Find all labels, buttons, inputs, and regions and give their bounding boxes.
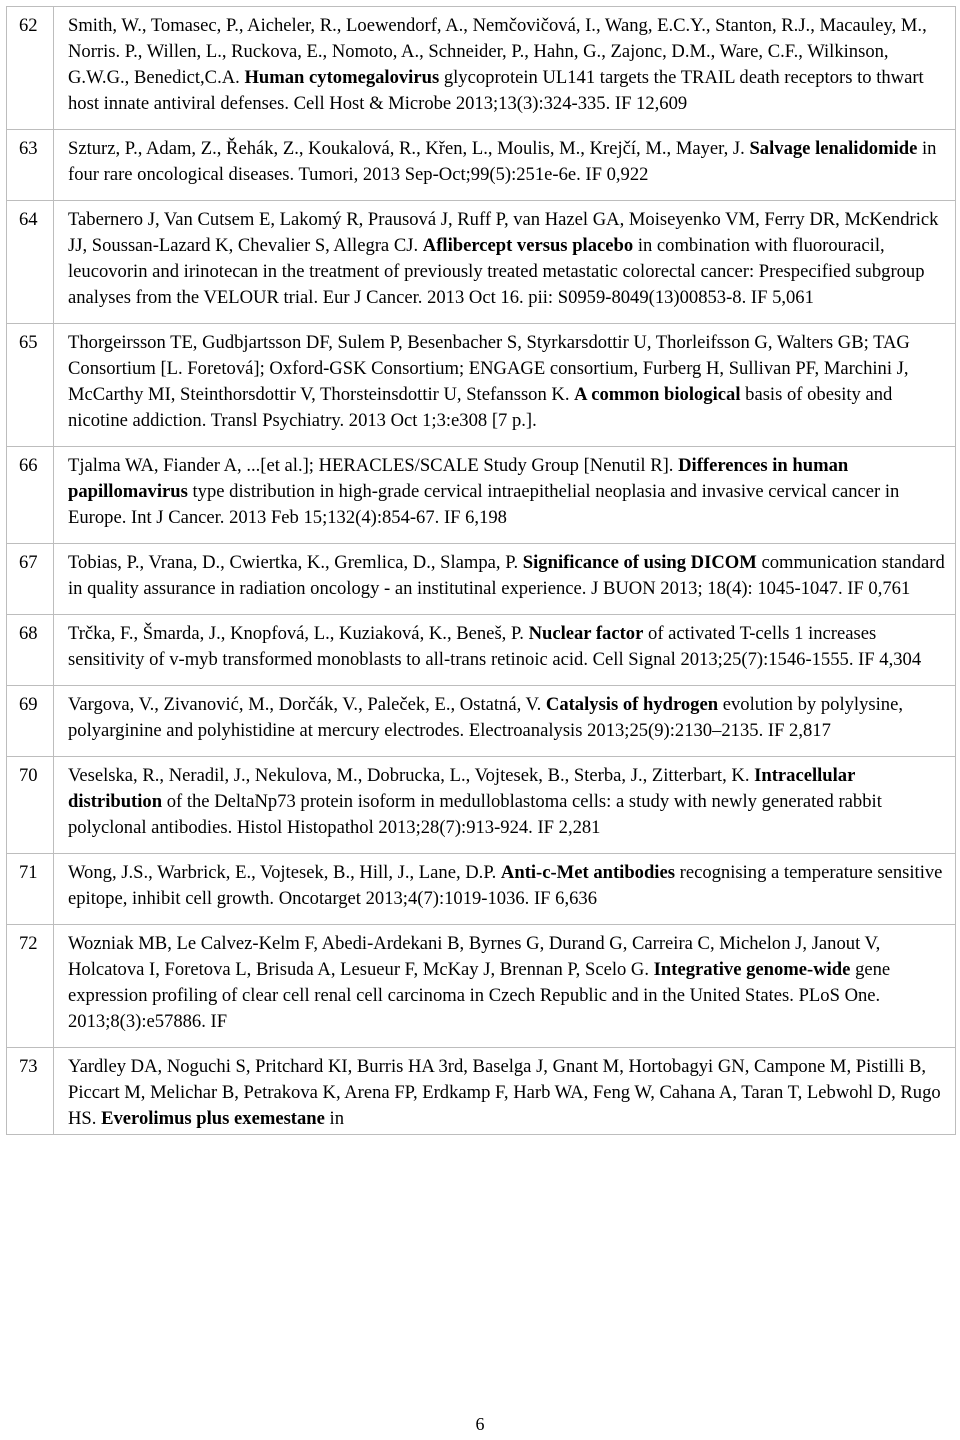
reference-authors: Tjalma WA, Fiander A, ...[et al.]; HERACLES/SCALE Study Group [Nenutil R]. xyxy=(68,455,674,476)
reference-entry xyxy=(54,7,956,130)
reference-title-bold: Integrative genome-wide xyxy=(653,959,851,980)
reference-title: recognising a temperature sensitive epitope, inhibit cell growth. xyxy=(68,862,943,909)
reference-source: Histol Histopathol 2013;28(7):913-924. IF 2,281 xyxy=(236,817,601,838)
reference-source: Cell Signal 2013;25(7):1546-1555. IF 4,304 xyxy=(592,649,922,670)
reference-row xyxy=(7,201,956,324)
reference-title-bold: Aflibercept versus placebo xyxy=(422,235,634,256)
reference-entry xyxy=(54,201,956,324)
reference-source: Int J Cancer. 2013 Feb 15;132(4):854-67. IF 6,198 xyxy=(131,507,507,528)
reference-entry xyxy=(54,615,956,686)
reference-number: 63 xyxy=(7,130,54,201)
reference-table xyxy=(6,6,956,1135)
page-number: 6 xyxy=(475,1414,485,1434)
reference-entry xyxy=(54,544,956,615)
reference-entry xyxy=(54,757,956,854)
reference-title: glycoprotein UL141 targets the TRAIL death receptors to thwart host innate antiviral defenses. xyxy=(68,67,924,114)
reference-row xyxy=(7,925,956,1048)
reference-number: 69 xyxy=(7,686,54,757)
reference-title: gene expression profiling of clear cell renal cell carcinoma in Czech Republic and in the United States. xyxy=(68,959,891,1006)
reference-title: in xyxy=(329,1108,345,1129)
reference-title-bold: Catalysis of hydrogen xyxy=(545,694,719,715)
reference-row xyxy=(7,7,956,130)
reference-title-bold: Anti-c-Met antibodies xyxy=(500,862,675,883)
reference-row xyxy=(7,324,956,447)
reference-source: PLoS One. 2013;8(3):e57886. IF xyxy=(68,985,881,1032)
reference-authors: Yardley DA, Noguchi S, Pritchard KI, Burris HA 3rd, Baselga J, Gnant M, Hortobagyi GN, Campone M, Pistilli B, Piccart M, Melichar B, Petrakova K, Arena FP, Erdkamp F, Harb WA, Feng W, Cahana A, Taran T, Lebwohl D, Rugo HS. xyxy=(68,1056,941,1129)
reference-number: 72 xyxy=(7,925,54,1048)
reference-title: communication standard in quality assurance in radiation oncology - an institutinal experience. xyxy=(68,552,945,599)
reference-row xyxy=(7,130,956,201)
reference-authors: Wozniak MB, Le Calvez-Kelm F, Abedi-Ardekani B, Byrnes G, Durand G, Carreira C, Michelon J, Janout V, Holcatova I, Foretova L, Brisuda A, Lesueur F, McKay J, Brennan P, Scelo G. xyxy=(68,933,881,980)
reference-source: Transl Psychiatry. 2013 Oct 1;3:e308 [7 p.]. xyxy=(210,410,537,431)
reference-authors: Trčka, F., Šmarda, J., Knopfová, L., Kuziaková, K., Beneš, P. xyxy=(68,623,524,644)
reference-number: 67 xyxy=(7,544,54,615)
reference-authors: Tabernero J, Van Cutsem E, Lakomý R, Prausová J, Ruff P, van Hazel GA, Moiseyenko VM, Ferry DR, McKendrick JJ, Soussan-Lazard K, Chevalier S, Allegra CJ. xyxy=(68,209,939,256)
reference-source: Electroanalysis 2013;25(9):2130–2135. IF 2,817 xyxy=(468,720,831,741)
reference-source: Tumori, 2013 Sep-Oct;99(5):251e-6e. IF 0,922 xyxy=(298,164,649,185)
reference-title: type distribution in high-grade cervical intraepithelial neoplasia and invasive cervical cancer in Europe. xyxy=(68,481,900,528)
reference-row xyxy=(7,686,956,757)
reference-number: 64 xyxy=(7,201,54,324)
reference-title-bold: Differences in human papillomavirus xyxy=(68,455,849,502)
reference-number: 71 xyxy=(7,854,54,925)
reference-title: of activated T-cells 1 increases sensitivity of v-myb transformed monoblasts to all-trans retinoic acid. xyxy=(68,623,877,670)
reference-title: in four rare oncological diseases. xyxy=(68,138,937,185)
reference-authors: Thorgeirsson TE, Gudbjartsson DF, Sulem P, Besenbacher S, Styrkarsdottir U, Thorleifsson G, Walters GB; TAG Consortium [L. Foretová]; Oxford-GSK Consortium; ENGAGE consortium, Furberg H, Sullivan PF, Marchini J, McCarthy MI, Steinthorsdottir V, Thorsteinsdottir U, Stefansson K. xyxy=(68,332,910,405)
reference-title-bold: A common biological xyxy=(574,384,741,405)
reference-row xyxy=(7,757,956,854)
reference-number: 73 xyxy=(7,1048,54,1135)
reference-title: basis of obesity and nicotine addiction. xyxy=(68,384,893,431)
reference-source: Cell Host & Microbe 2013;13(3):324-335. IF 12,609 xyxy=(293,93,688,114)
reference-number: 62 xyxy=(7,7,54,130)
reference-number: 70 xyxy=(7,757,54,854)
reference-authors: Vargova, V., Zivanović, M., Dorčák, V., Paleček, E., Ostatná, V. xyxy=(68,694,542,715)
reference-entry xyxy=(54,854,956,925)
reference-authors: Szturz, P., Adam, Z., Řehák, Z., Koukalová, R., Křen, L., Moulis, M., Krejčí, M., Mayer, J. xyxy=(68,138,745,159)
reference-authors: Veselska, R., Neradil, J., Nekulova, M., Dobrucka, L., Vojtesek, B., Sterba, J., Zitterbart, K. xyxy=(68,765,750,786)
reference-entry xyxy=(54,1048,956,1135)
reference-entry xyxy=(54,925,956,1048)
reference-title-bold: Human cytomegalovirus xyxy=(244,67,440,88)
reference-row xyxy=(7,615,956,686)
reference-source: Eur J Cancer. 2013 Oct 16. pii: S0959-8049(13)00853-8. IF 5,061 xyxy=(322,287,814,308)
reference-title-bold: Salvage lenalidomide xyxy=(749,138,918,159)
reference-title-bold: Nuclear factor xyxy=(528,623,644,644)
reference-title: of the DeltaNp73 protein isoform in medulloblastoma cells: a study with newly generated rabbit polyclonal antibodies. xyxy=(68,791,882,838)
reference-authors: Tobias, P., Vrana, D., Cwiertka, K., Gremlica, D., Slampa, P. xyxy=(68,552,519,573)
reference-row xyxy=(7,447,956,544)
reference-entry xyxy=(54,324,956,447)
reference-table-body xyxy=(7,7,956,1135)
reference-entry xyxy=(54,447,956,544)
reference-title-bold: Intracellular distribution xyxy=(68,765,856,812)
reference-row xyxy=(7,1048,956,1135)
reference-entry xyxy=(54,686,956,757)
reference-source: J BUON 2013; 18(4): 1045-1047. IF 0,761 xyxy=(591,578,911,599)
reference-title-bold: Significance of using DICOM xyxy=(522,552,757,573)
reference-entry xyxy=(54,130,956,201)
reference-number: 66 xyxy=(7,447,54,544)
reference-number: 68 xyxy=(7,615,54,686)
reference-title-bold: Everolimus plus exemestane xyxy=(101,1108,325,1129)
reference-row xyxy=(7,544,956,615)
reference-authors: Smith, W., Tomasec, P., Aicheler, R., Loewendorf, A., Nemčovičová, I., Wang, E.C.Y., Stanton, R.J., Macauley, M., Norris. P., Willen, L., Ruckova, E., Nomoto, A., Schneider, P., Hahn, G., Zajonc, D.M., Ware, C.F., Wilkinson, G.W.G., Benedict,C.A. xyxy=(68,15,927,88)
reference-authors: Wong, J.S., Warbrick, E., Vojtesek, B., Hill, J., Lane, D.P. xyxy=(68,862,497,883)
reference-source: Oncotarget 2013;4(7):1019-1036. IF 6,636 xyxy=(278,888,597,909)
reference-title: in combination with fluorouracil, leucovorin and irinotecan in the treatment of previously treated metastatic colorectal cancer: Prespecified subgroup analyses from the VELOUR trial. xyxy=(68,235,925,308)
reference-title: evolution by polylysine, polyarginine and polyhistidine at mercury electrodes. xyxy=(68,694,903,741)
reference-row xyxy=(7,854,956,925)
reference-number: 65 xyxy=(7,324,54,447)
